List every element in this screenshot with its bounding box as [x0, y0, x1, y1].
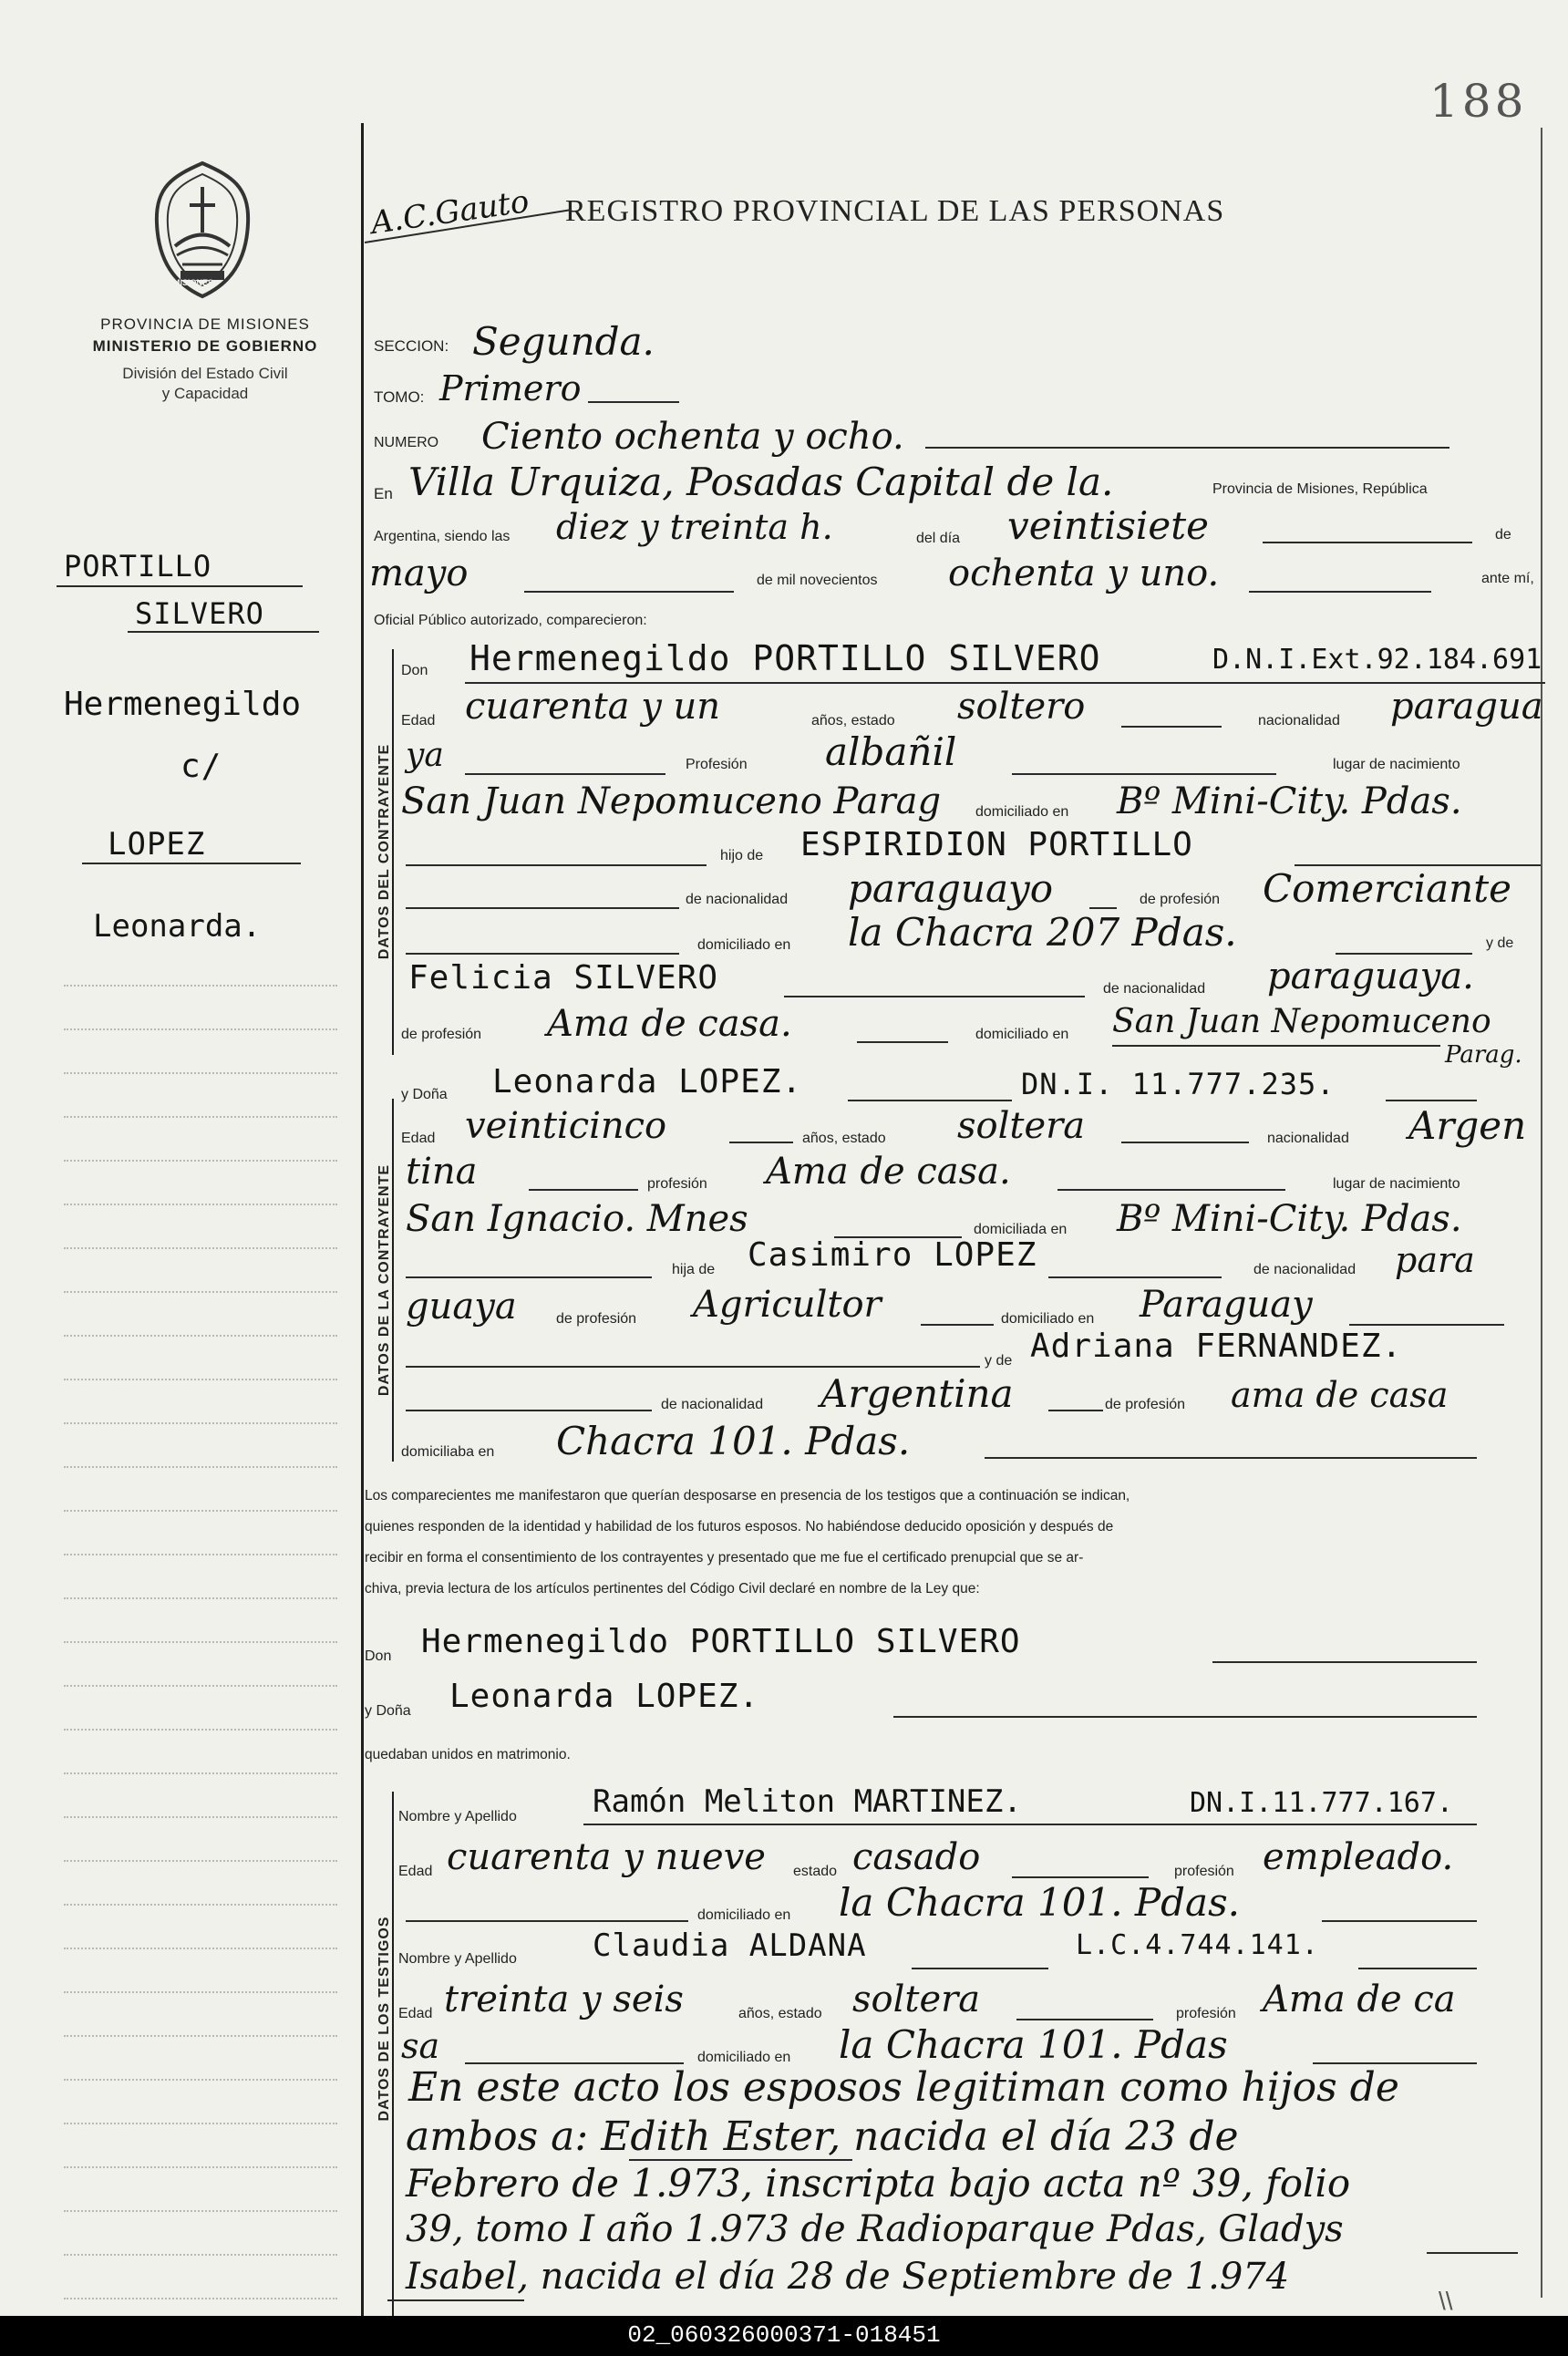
margin-dotted-line — [64, 985, 337, 987]
note-line-1: En este acto los esposos legitiman como hijos de — [408, 2064, 1399, 2111]
contrayenta-domicilio: Bº Mini-City. Pdas. — [1117, 1198, 1462, 1240]
t1-nombre-line — [583, 1824, 1477, 1825]
margin-dotted-line — [64, 1116, 337, 1118]
t2-nombre-line-right — [1358, 1968, 1477, 1969]
madre-dom-label: domiciliado en — [975, 1027, 1069, 1042]
t2-estado-label: años, estado — [738, 2006, 822, 2021]
anio-label: de mil novecientos — [757, 573, 878, 588]
edad-label: Edad — [401, 713, 436, 728]
t2-edad: treinta y seis — [444, 1979, 684, 2020]
t2-profesion: Ama de ca — [1263, 1979, 1456, 2020]
issuer-line-3: División del Estado Civil — [122, 365, 288, 382]
margin-dotted-line — [64, 1597, 337, 1599]
margin-dotted-line — [64, 1422, 337, 1424]
margin-dotted-line — [64, 1379, 337, 1380]
margin-dotted-line — [64, 1160, 337, 1162]
t2-edad-label: Edad — [398, 2006, 433, 2021]
dona-line-mid — [848, 1100, 1012, 1101]
margin-dotted-line — [64, 2254, 337, 2256]
margin-underline-1 — [57, 585, 303, 587]
right-edge-rule — [1541, 128, 1542, 2298]
nacionalidad-label: nacionalidad — [1258, 713, 1340, 728]
nac-cont-line — [465, 773, 665, 775]
t1-estado: casado — [852, 1836, 981, 1878]
contrayenta-madre-dom-label: domiciliaba en — [401, 1444, 495, 1460]
t1-estado-label: estado — [793, 1864, 838, 1879]
contrayenta-lugar-nac: San Ignacio. Mnes — [406, 1198, 748, 1240]
corner-mark: \\ — [1439, 2287, 1453, 2315]
t2-estado-line — [1016, 2019, 1153, 2020]
contrayente-padre: ESPIRIDION PORTILLO — [800, 826, 1193, 863]
margin-dotted-line — [64, 1028, 337, 1030]
seccion-label: SECCION: — [374, 337, 449, 355]
margin-surname-1: PORTILLO — [64, 549, 212, 584]
t1-dom: la Chacra 101. Pdas. — [839, 1880, 1240, 1925]
note-underline-gladys — [1427, 2252, 1518, 2254]
margin-dotted-line — [64, 1860, 337, 1862]
declaracion-don-label: Don — [365, 1648, 392, 1664]
contrayente-name: Hermenegildo PORTILLO SILVERO — [469, 638, 1101, 678]
margin-dotted-line — [64, 1948, 337, 1949]
stamp-initials: A.C.Gauto — [368, 183, 531, 242]
contrayenta-madre-dom: Chacra 101. Pdas. — [556, 1419, 911, 1463]
margin-conj: c/ — [181, 748, 222, 785]
oficial-text: Oficial Público autorizado, comparecieron: — [374, 613, 647, 628]
contrayenta-section-label: DATOS DE LA CONTRAYENTE — [377, 1163, 392, 1397]
t1-dom-line-left — [406, 1920, 688, 1922]
contrayente-edad: cuarenta y un — [465, 686, 721, 728]
margin-surname-3: LOPEZ — [108, 826, 206, 863]
dia-line — [1263, 542, 1472, 543]
margin-dotted-line — [64, 1685, 337, 1687]
margin-dotted-line — [64, 2035, 337, 2037]
contrayente-nacionalidad: paragua — [1390, 686, 1543, 728]
ante-mi-label: ante mí, — [1481, 571, 1534, 586]
contrayenta-padre-dom: Paraguay — [1140, 1284, 1313, 1326]
contrayente-dni: D.N.I.Ext.92.184.691 — [1212, 644, 1542, 676]
lugar-nac-label: lugar de nacimiento — [1333, 757, 1460, 772]
issuer-line-4: y Capacidad — [161, 385, 249, 402]
declaracion-don-value: Hermenegildo PORTILLO SILVERO — [421, 1623, 1021, 1660]
margin-dotted-line — [64, 2210, 337, 2212]
contrayenta-prof-line — [1057, 1189, 1285, 1191]
en-label: En — [374, 485, 393, 502]
t2-dom-label: domiciliado en — [697, 2050, 791, 2065]
contrayenta-lugar-label: lugar de nacimiento — [1333, 1176, 1460, 1192]
t2-profesion-label: profesión — [1176, 2006, 1236, 2021]
declaracion-closing: quedaban unidos en matrimonio. — [365, 1747, 571, 1762]
t1-profesion-label: profesión — [1174, 1864, 1234, 1879]
mes-value: mayo — [369, 553, 469, 594]
contrayenta-padre-dom-label: domiciliado en — [1001, 1311, 1095, 1327]
domiciliado-label: domiciliado en — [975, 804, 1069, 820]
margin-dotted-line — [64, 1204, 337, 1205]
declaracion-line-1: Los comparecientes me manifestaron que querían desposarse en presencia de los testigos que a continuación se indican, — [365, 1488, 1130, 1504]
dia-value: veintisiete — [1007, 503, 1209, 548]
contrayenta-madre-nac-line-left — [406, 1410, 652, 1411]
madre-nac-label: de nacionalidad — [1103, 981, 1206, 997]
padre-nac-line-left — [406, 907, 679, 909]
padre-nac-label: de nacionalidad — [686, 892, 789, 907]
contrayente-lugar-nac: San Juan Nepomuceno Parag — [401, 780, 942, 822]
t2-profesion-cont: sa — [401, 2026, 440, 2066]
margin-underline-2 — [128, 631, 319, 633]
contrayente-section-label: DATOS DEL CONTRAYENTE — [377, 743, 392, 960]
main-margin-rule — [361, 123, 364, 2316]
tomo-label: TOMO: — [374, 388, 425, 406]
contrayenta-edad-line — [729, 1142, 793, 1143]
contrayenta-nac-label: nacionalidad — [1267, 1131, 1349, 1146]
margin-dotted-line — [64, 1510, 337, 1512]
margin-given-1: Hermenegildo — [64, 686, 302, 723]
margin-underline-3 — [82, 863, 301, 864]
declaracion-dona-line — [893, 1716, 1477, 1718]
padre-prof-label: de profesión — [1140, 892, 1221, 907]
contrayenta-madre-nac-line — [1048, 1410, 1103, 1411]
padre-dom-line — [1336, 953, 1472, 955]
profesion-label: Profesión — [686, 757, 748, 772]
margin-dotted-line — [64, 2298, 337, 2299]
padre-nac-line — [1089, 907, 1117, 909]
margin-dotted-line — [64, 1291, 337, 1293]
contrayenta-madre-nac: Argentina — [820, 1371, 1014, 1416]
madre-prof-label: de profesión — [401, 1027, 482, 1042]
tomo-value: Primero — [439, 368, 582, 408]
note-line-3: Febrero de 1.973, inscripta bajo acta nº 39, folio — [406, 2161, 1351, 2206]
profesion-line — [1012, 773, 1276, 775]
contrayente-madre-dom: San Juan Nepomuceno — [1112, 1003, 1491, 1040]
contrayenta-dni: DN.I. 11.777.235. — [1021, 1067, 1336, 1101]
contrayenta-padre-dom-line — [1349, 1324, 1504, 1326]
contrayenta-madre-dom-line — [985, 1457, 1477, 1459]
contrayente-padre-nac: paraguayo — [848, 866, 1054, 911]
declaracion-don-line — [1212, 1661, 1477, 1663]
de-label: de — [1495, 527, 1511, 542]
image-id-text: 02_060326000371-018451 — [627, 2321, 941, 2349]
numero-value: Ciento ochenta y ocho. — [481, 416, 904, 458]
seal-ring-text: MISIONES — [173, 278, 214, 287]
contrayenta-anios-label: años, estado — [802, 1131, 886, 1146]
del-dia-label: del día — [916, 531, 961, 546]
contrayenta-estado-line — [1121, 1142, 1249, 1143]
margin-dotted-line — [64, 1904, 337, 1906]
contrayenta-padre-prof: Agricultor — [693, 1284, 882, 1326]
contrayente-nacionalidad-cont: ya — [406, 737, 444, 774]
margin-dotted-line — [64, 1729, 337, 1731]
contrayenta-padre-nac-cont: guaya — [406, 1286, 517, 1328]
t1-edad: cuarenta y nueve — [447, 1836, 766, 1878]
declaracion-line-4: chiva, previa lectura de los artículos pertinentes del Código Civil declaré en nombre de la Ley que: — [365, 1581, 980, 1596]
t2-nombre: Claudia ALDANA — [593, 1927, 867, 1964]
contrayenta-edad: veinticinco — [465, 1105, 667, 1147]
declaracion-dona-label: y Doña — [365, 1703, 411, 1719]
contrayente-madre-prof: Ama de casa. — [547, 1003, 792, 1045]
margin-given-2: Leonarda. — [93, 908, 262, 945]
y-de-label: y de — [1486, 935, 1514, 951]
margin-dotted-line — [64, 2079, 337, 2081]
contrayenta-nacionalidad: Argen — [1408, 1103, 1527, 1148]
issuer-line-1: PROVINCIA DE MISIONES — [100, 315, 310, 333]
contrayenta-padre: Casimiro LOPEZ — [748, 1236, 1037, 1274]
dona-line-right — [1386, 1100, 1477, 1101]
margin-dotted-line — [64, 2123, 337, 2124]
estado-line — [1121, 726, 1222, 728]
margin-dotted-line — [64, 1991, 337, 1993]
note-line-4: 39, tomo I año 1.973 de Radioparque Pdas, Gladys — [406, 2208, 1344, 2250]
page-number: 188 — [1429, 75, 1528, 128]
margin-dotted-line — [64, 1772, 337, 1774]
t1-nombre: Ramón Meliton MARTINEZ. — [593, 1783, 1022, 1820]
contrayenta-y-de-label: y de — [985, 1353, 1013, 1369]
margin-surname-2: SILVERO — [135, 596, 264, 631]
margin-dotted-line — [64, 1466, 337, 1468]
contrayenta-estado: soltera — [957, 1105, 1086, 1147]
t1-nombre-label: Nombre y Apellido — [398, 1809, 517, 1824]
contrayenta-madre: Adriana FERNANDEZ. — [1030, 1328, 1403, 1365]
contrayente-madre-nac: paraguaya. — [1267, 956, 1474, 997]
contrayenta-edad-label: Edad — [401, 1131, 436, 1146]
note-line-5: Isabel, nacida el día 28 de Septiembre de 1.974 — [406, 2256, 1290, 2298]
testigos-section-label: DATOS DE LOS TESTIGOS — [377, 1916, 392, 2122]
anios-estado-label: años, estado — [811, 713, 895, 728]
argentina-label: Argentina, siendo las — [374, 529, 511, 544]
contrayente-padre-prof: Comerciante — [1263, 866, 1511, 911]
t1-dni: DN.I.11.777.167. — [1190, 1787, 1453, 1819]
hora-value: diez y treinta h. — [556, 507, 833, 547]
madre-prof-line — [857, 1041, 948, 1043]
contrayenta-padre-nac: para — [1395, 1240, 1475, 1280]
image-id-bar — [0, 2316, 1568, 2356]
contrayenta-profesion: Ama de casa. — [766, 1151, 1011, 1193]
contrayenta-y-de-line — [406, 1366, 980, 1368]
margin-dotted-line — [64, 1554, 337, 1555]
margin-dotted-line — [64, 1816, 337, 1818]
hija-line-left — [406, 1276, 652, 1278]
en-value: Villa Urquiza, Posadas Capital de la. — [408, 460, 1114, 504]
seccion-value: Segunda. — [472, 319, 655, 364]
contrayenta-padre-prof-line — [921, 1324, 994, 1326]
contrayenta-padre-prof-label: de profesión — [556, 1311, 637, 1327]
t2-dni: L.C.4.744.141. — [1076, 1929, 1319, 1961]
madre-line — [784, 996, 1085, 997]
contrayente-profesion: albañil — [825, 729, 957, 774]
contrayenta-nac-cont: tina — [406, 1151, 478, 1193]
t2-nombre-label: Nombre y Apellido — [398, 1951, 517, 1967]
contrayenta-dom-label: domiciliada en — [974, 1222, 1068, 1237]
declaracion-dona-value: Leonarda LOPEZ. — [449, 1678, 760, 1715]
t1-dom-label: domiciliado en — [697, 1907, 791, 1923]
issuer-line-2: MINISTERIO DE GOBIERNO — [92, 337, 318, 355]
padre-dom-label: domiciliado en — [697, 937, 791, 953]
don-label: Don — [401, 663, 428, 678]
margin-dotted-line — [64, 2166, 337, 2168]
anio-value: ochenta y uno. — [948, 553, 1220, 594]
declaracion-line-2: quienes responden de la identidad y habilidad de los futuros esposos. No habiéndose deducido oposición y después de — [365, 1519, 1114, 1534]
note-line-2: ambos a: Edith Ester, nacida el día 23 de — [406, 2113, 1239, 2160]
margin-dotted-line — [64, 1072, 337, 1074]
margin-dotted-line — [64, 1247, 337, 1249]
contrayenta-name: Leonarda LOPEZ. — [492, 1063, 803, 1100]
contrayente-domicilio: Bº Mini-City. Pdas. — [1117, 780, 1462, 822]
contrayenta-madre-nac-label: de nacionalidad — [661, 1397, 764, 1412]
anio-line — [1249, 591, 1431, 593]
contrayente-madre-dom-cont: Parag. — [1445, 1041, 1522, 1069]
contrayente-padre-dom: la Chacra 207 Pdas. — [848, 910, 1237, 955]
t1-profesion: empleado. — [1263, 1836, 1454, 1878]
issuer-block — [55, 315, 356, 403]
contrayenta-madre-prof-label: de profesión — [1105, 1397, 1186, 1412]
t1-estado-line — [1012, 1876, 1149, 1878]
note-underline-isabel — [387, 2299, 524, 2301]
t2-nombre-line-mid — [912, 1968, 1048, 1969]
provincia-text: Provincia de Misiones, República — [1212, 481, 1428, 497]
hijo-de-label: hijo de — [720, 848, 764, 863]
tomo-line — [588, 401, 679, 403]
don-line — [465, 682, 1545, 684]
contrayenta-prof-label: profesión — [647, 1176, 707, 1192]
mes-line — [524, 591, 734, 593]
madre-dom-line — [1112, 1045, 1440, 1047]
dona-label: y Doña — [401, 1087, 448, 1102]
contrayenta-nac-cont-line — [529, 1189, 638, 1191]
contrayenta-madre-prof: ama de casa — [1231, 1375, 1449, 1415]
t2-dom: la Chacra 101. Pdas — [839, 2022, 1228, 2067]
t2-estado: soltera — [852, 1979, 981, 2020]
numero-line — [925, 447, 1449, 449]
registry-title: REGISTRO PROVINCIAL DE LAS PERSONAS — [565, 194, 1225, 228]
contrayente-estado: soltero — [957, 686, 1086, 728]
hijo-line-left — [406, 864, 707, 866]
margin-dotted-line — [64, 1641, 337, 1643]
hija-line-mid — [1048, 1276, 1222, 1278]
contrayente-madre: Felicia SILVERO — [408, 959, 719, 997]
hija-de-label: hija de — [672, 1262, 716, 1277]
margin-dotted-line — [64, 1335, 337, 1337]
padre-dom-line-left — [406, 953, 679, 955]
declaracion-line-3: recibir en forma el consentimiento de los contrayentes y presentado que me fue el certificado prenupcial que se ar- — [365, 1550, 1084, 1566]
contrayenta-padre-nac-label: de nacionalidad — [1253, 1262, 1357, 1277]
t1-dom-line — [1322, 1920, 1477, 1922]
t1-edad-label: Edad — [398, 1864, 433, 1879]
numero-label: NUMERO — [374, 435, 439, 450]
